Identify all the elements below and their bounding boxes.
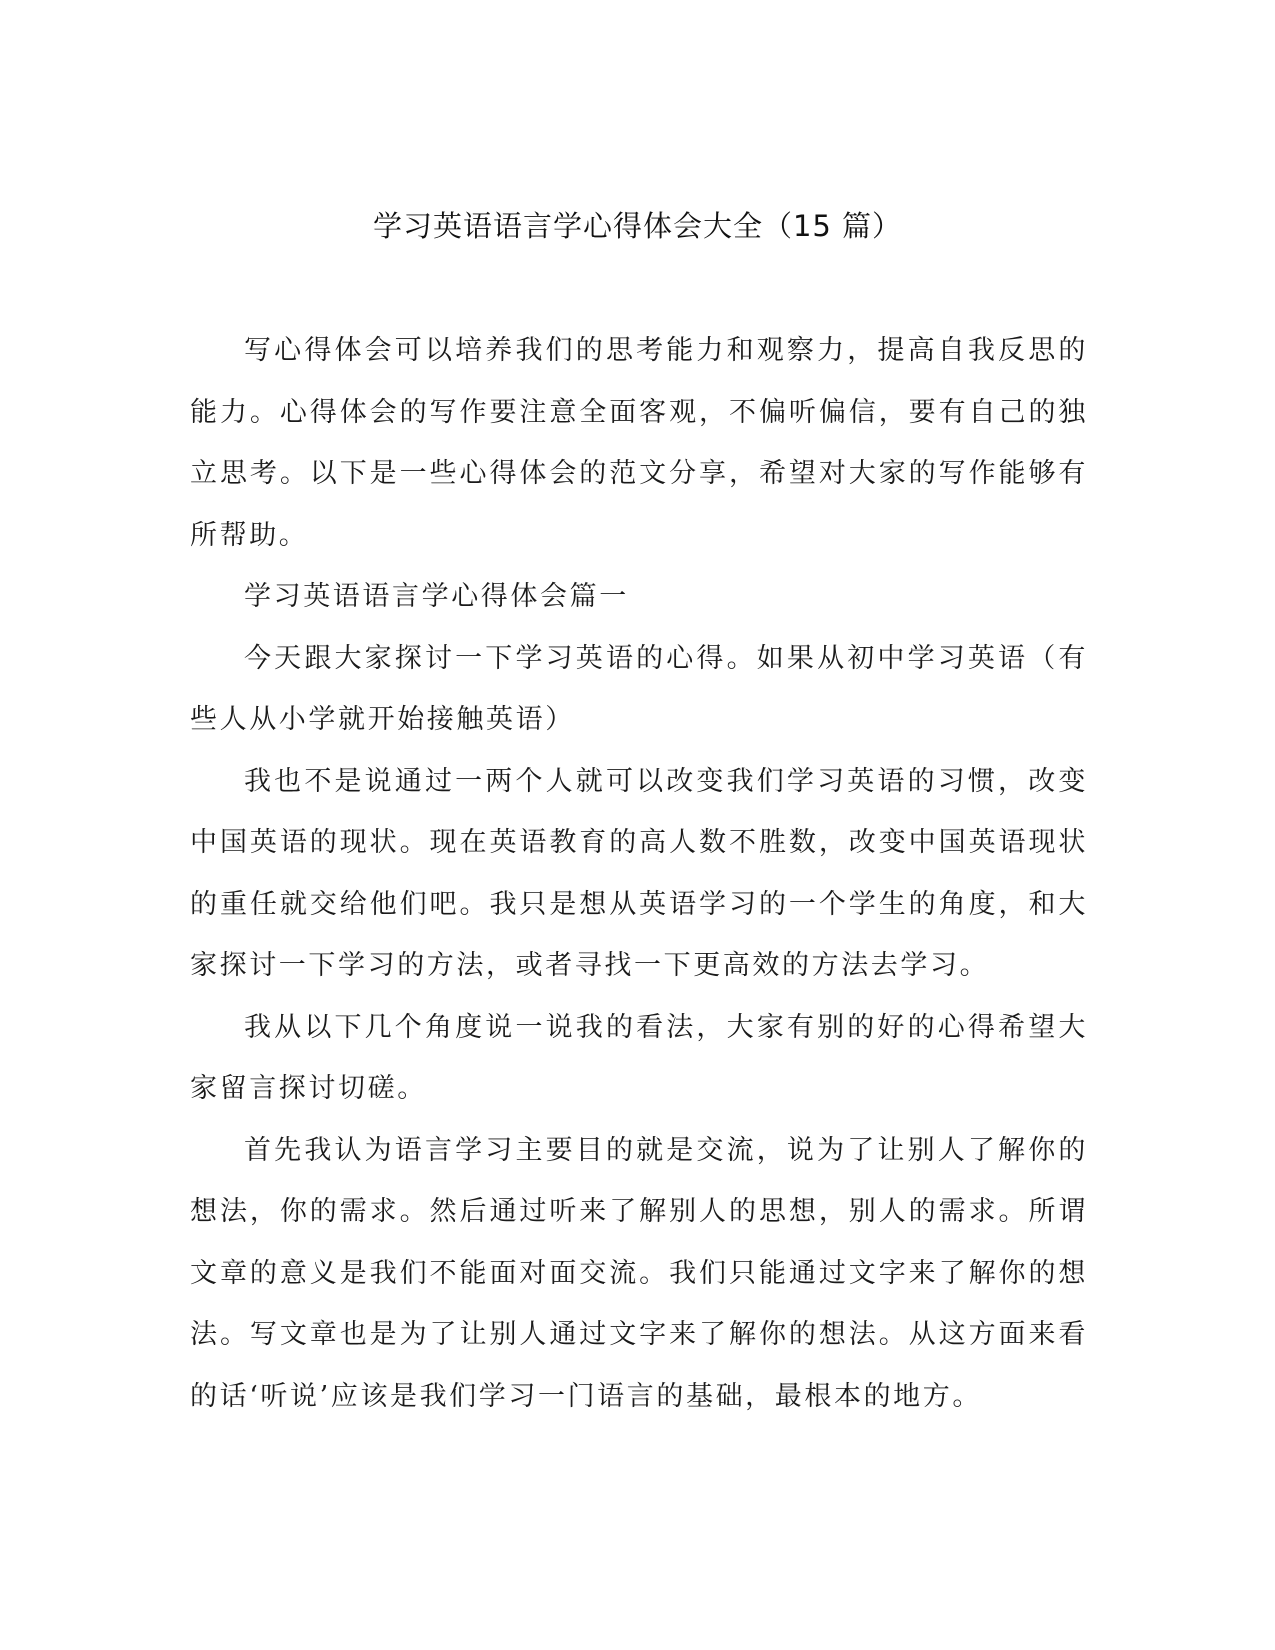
body-paragraph: 我从以下几个角度说一说我的看法，大家有别的好的心得希望大家留言探讨切磋。 <box>190 1011 1088 1104</box>
body-paragraph: 我也不是说通过一两个人就可以改变我们学习英语的习惯，改变中国英语的现状。现在英语教育的高人数不胜数，改变中国英语现状的重任就交给他们吧。我只是想从英语学习的一个学生的角度，和大家探讨一下学习的方法，或者寻找一下更高效的方法去学习。 <box>190 765 1088 981</box>
body-paragraph: 今天跟大家探讨一下学习英语的心得。如果从初中学习英语（有些人从小学就开始接触英语） <box>190 642 1088 735</box>
document-title: 学习英语语言学心得体会大全（15 篇） <box>372 209 903 243</box>
section-heading: 学习英语语言学心得体会篇一 <box>244 581 629 612</box>
document-body <box>190 320 1088 1427</box>
intro-paragraph: 写心得体会可以培养我们的思考能力和观察力，提高自我反思的能力。心得体会的写作要注意全面客观，不偏听偏信，要有自己的独立思考。以下是一些心得体会的范文分享，希望对大家的写作能够有所帮助。 <box>190 335 1088 551</box>
body-paragraph: 首先我认为语言学习主要目的就是交流，说为了让别人了解你的想法，你的需求。然后通过听来了解别人的思想，别人的需求。所谓文章的意义是我们不能面对面交流。我们只能通过文字来了解你的想法。写文章也是为了让别人通过文字来了解你的想法。从这方面来看的话‘听说’应该是我们学习一门语言的基础，最根本的地方。 <box>190 1134 1088 1412</box>
